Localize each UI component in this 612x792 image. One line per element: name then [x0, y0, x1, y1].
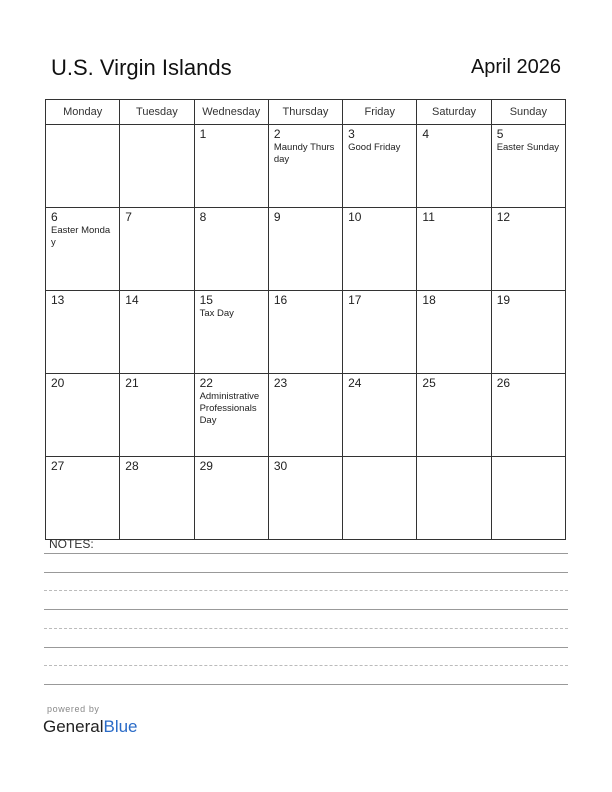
day-number: 30 [273, 459, 288, 473]
day-cell [268, 125, 342, 208]
day-number: 19 [496, 293, 511, 307]
generalblue-logo [43, 717, 138, 737]
brand-blue-text: Blue [103, 717, 138, 736]
holiday-label: Tax Day [199, 308, 234, 319]
weekday-friday: Friday [343, 100, 417, 125]
day-cell [343, 457, 417, 540]
day-cell [120, 291, 194, 374]
calendar-grid [45, 99, 566, 540]
day-number: 6 [51, 210, 58, 224]
day-number: 25 [422, 376, 436, 390]
day-cell [268, 208, 342, 291]
day-cell [194, 457, 268, 540]
day-number: 1 [199, 127, 207, 141]
day-number: 9 [273, 210, 281, 224]
day-number: 21 [125, 376, 139, 390]
day-number: 14 [125, 293, 139, 307]
notes-line [44, 572, 568, 573]
day-cell [120, 374, 194, 457]
week-row [46, 457, 566, 540]
day-number: 28 [125, 459, 139, 473]
day-cell [417, 457, 491, 540]
day-cell [343, 291, 417, 374]
notes-label: NOTES: [49, 537, 94, 551]
day-number: 20 [51, 376, 65, 390]
day-number: 16 [273, 293, 288, 307]
day-number: 3 [348, 127, 355, 141]
weekday-sunday: Sunday [491, 100, 565, 125]
day-cell [491, 208, 565, 291]
day-number: 17 [348, 293, 362, 307]
day-number: 4 [422, 127, 430, 141]
holiday-label: Maundy Thursday [273, 142, 335, 165]
brand-general-text: General [43, 717, 104, 736]
day-cell [268, 374, 342, 457]
day-cell [194, 374, 268, 457]
day-number: 13 [51, 293, 65, 307]
day-number: 12 [496, 210, 511, 224]
weekday-saturday: Saturday [417, 100, 491, 125]
holiday-label: Administrative Professionals Day [199, 391, 260, 426]
holiday-label: Easter Monday [51, 225, 111, 248]
calendar-body [46, 125, 566, 540]
day-cell [194, 125, 268, 208]
weekday-thursday: Thursday [268, 100, 342, 125]
day-number: 7 [125, 210, 132, 224]
day-cell [194, 291, 268, 374]
day-number: 8 [199, 210, 207, 224]
day-cell [417, 208, 491, 291]
week-row [46, 208, 566, 291]
day-number: 18 [422, 293, 436, 307]
day-cell [491, 457, 565, 540]
week-row [46, 125, 566, 208]
day-cell [343, 208, 417, 291]
day-number: 26 [496, 376, 511, 390]
day-cell [194, 208, 268, 291]
day-cell [46, 125, 120, 208]
day-cell [120, 457, 194, 540]
day-number: 10 [348, 210, 362, 224]
day-number: 22 [199, 376, 213, 390]
day-number: 5 [496, 127, 504, 141]
weekday-header-row [46, 100, 566, 125]
day-number: 29 [199, 459, 213, 473]
holiday-label: Good Friday [348, 142, 401, 153]
weekday-wednesday: Wednesday [194, 100, 268, 125]
notes-line [44, 647, 568, 648]
week-row [46, 374, 566, 457]
holiday-label: Easter Sunday [496, 142, 560, 153]
day-cell [46, 457, 120, 540]
day-cell [491, 374, 565, 457]
notes-line [44, 590, 568, 591]
day-cell [120, 208, 194, 291]
day-cell [268, 457, 342, 540]
notes-line [44, 609, 568, 610]
notes-line [44, 553, 568, 554]
weekday-monday: Monday [46, 100, 120, 125]
day-cell [46, 208, 120, 291]
day-cell [46, 374, 120, 457]
day-cell [491, 291, 565, 374]
day-cell [417, 291, 491, 374]
notes-line [44, 628, 568, 629]
day-cell [120, 125, 194, 208]
day-cell [491, 125, 565, 208]
notes-line [44, 665, 568, 666]
day-cell [417, 125, 491, 208]
day-number: 15 [199, 293, 213, 307]
region-title: U.S. Virgin Islands [51, 55, 232, 80]
notes-line [44, 684, 568, 685]
day-number: 24 [348, 376, 362, 390]
day-number: 2 [273, 127, 281, 141]
day-cell [343, 374, 417, 457]
day-cell [46, 291, 120, 374]
day-number: 23 [273, 376, 288, 390]
week-row [46, 291, 566, 374]
day-cell [343, 125, 417, 208]
day-cell [268, 291, 342, 374]
month-title: April 2026 [470, 56, 561, 78]
day-number: 11 [422, 210, 435, 224]
powered-by-text: powered by [47, 704, 100, 714]
weekday-tuesday: Tuesday [120, 100, 194, 125]
day-cell [417, 374, 491, 457]
day-number: 27 [51, 459, 65, 473]
